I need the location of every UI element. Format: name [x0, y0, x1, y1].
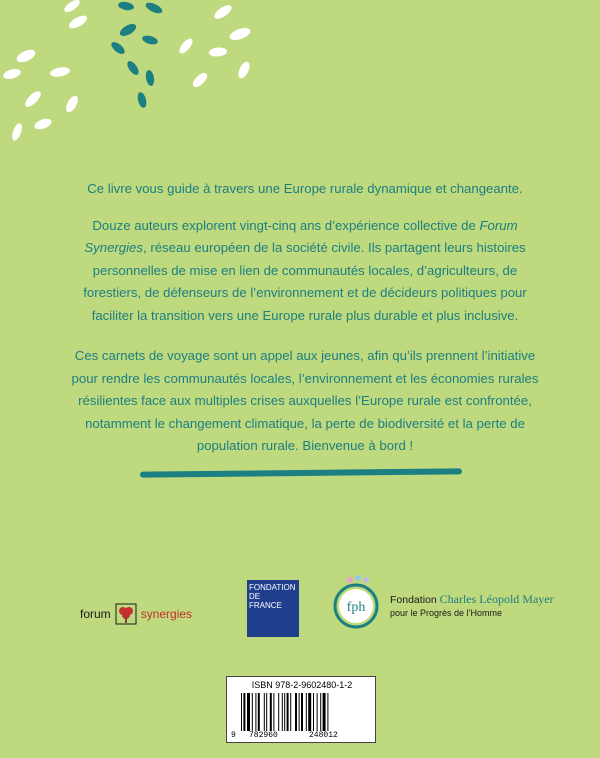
fph-mark: fph: [346, 600, 366, 615]
fdf-line3: FRANCE: [249, 601, 282, 610]
fph-tagline: pour le Progrès de l’Homme: [390, 608, 503, 618]
leaf-icon: [212, 3, 234, 22]
tree-icon: [115, 603, 137, 625]
leaf-icon: [177, 37, 195, 56]
back-cover-text: [70, 178, 540, 476]
fph-wordmark: [390, 592, 554, 618]
leaf-icon: [190, 70, 209, 89]
leaf-icon: [144, 1, 164, 16]
fdf-line2: DE: [249, 592, 261, 601]
barcode-digit-group2: 248012: [309, 731, 338, 740]
fph-emblem-icon: [328, 574, 386, 634]
leaf-icon: [118, 22, 138, 39]
leaf-icon: [62, 0, 81, 14]
fondation-de-france-logo: [247, 580, 299, 637]
isbn-number: ISBN 978-2-9602480-1-2: [251, 680, 353, 690]
intro-sentence: Ce livre vous guide à travers une Europe rurale dynamique et changeante.: [87, 181, 523, 196]
leaf-icon: [23, 89, 44, 110]
leaf-icon: [15, 47, 37, 65]
barcode-digit-group1: 782960: [249, 731, 278, 740]
authors-paragraph-end: , réseau européen de la société civile. Ils partagent leurs histoires personnelles de mise en lien de communautés locales, d’agriculteurs, de forestiers, de défenseurs de l’environnement et de décideurs politiques pour faciliter la transition vers une Europe rurale plus durable et plus inclusive.: [83, 240, 527, 323]
leaf-icon: [67, 13, 89, 31]
authors-paragraph-start: Douze auteurs explorent vingt-cinq ans d’expérience collective de: [92, 217, 480, 233]
call-paragraph: Ces carnets de voyage sont un appel aux jeunes, afin qu’ils prennent l’initiative pour rendre les communautés locales, l’environnement et les économies rurales résilientes face aux multiples crises auxquelles l’Europe rurale est confrontée, notamment le changement climatique, la perte de biodiversité et la perte de population rurale. Bienvenue à bord !: [71, 348, 539, 453]
leaf-icon: [141, 34, 159, 46]
fph-logo: [328, 574, 554, 634]
fph-name: Charles Léopold Mayer: [439, 592, 554, 606]
leaf-icon: [49, 66, 70, 78]
fph-fondation: Fondation: [390, 594, 440, 606]
leaf-icon: [33, 117, 53, 132]
barcode-bars: [241, 693, 363, 731]
leaf-icon: [136, 91, 148, 109]
leaf-icon: [64, 94, 81, 114]
forum-word: forum: [80, 607, 111, 621]
leaf-icon: [145, 69, 156, 86]
forum-synergies-italic: Forum Synergies: [84, 217, 518, 255]
barcode-digit-first: 9: [231, 731, 236, 740]
authors-paragraph: [70, 215, 540, 328]
isbn-barcode: [226, 676, 376, 743]
leaf-icon: [236, 60, 252, 80]
leaf-decoration: [0, 0, 600, 170]
synergies-word: synergies: [140, 607, 193, 621]
leaf-icon: [228, 26, 252, 43]
leaf-icon: [209, 47, 228, 58]
forum-synergies-logo: [80, 602, 192, 626]
leaf-icon: [10, 122, 24, 142]
leaf-icon: [2, 67, 22, 80]
fdf-line1: FONDATION: [249, 583, 296, 592]
leaf-icon: [117, 1, 134, 12]
leaf-icon: [125, 59, 141, 77]
partner-logos: [0, 580, 600, 640]
leaf-icon: [109, 40, 126, 56]
